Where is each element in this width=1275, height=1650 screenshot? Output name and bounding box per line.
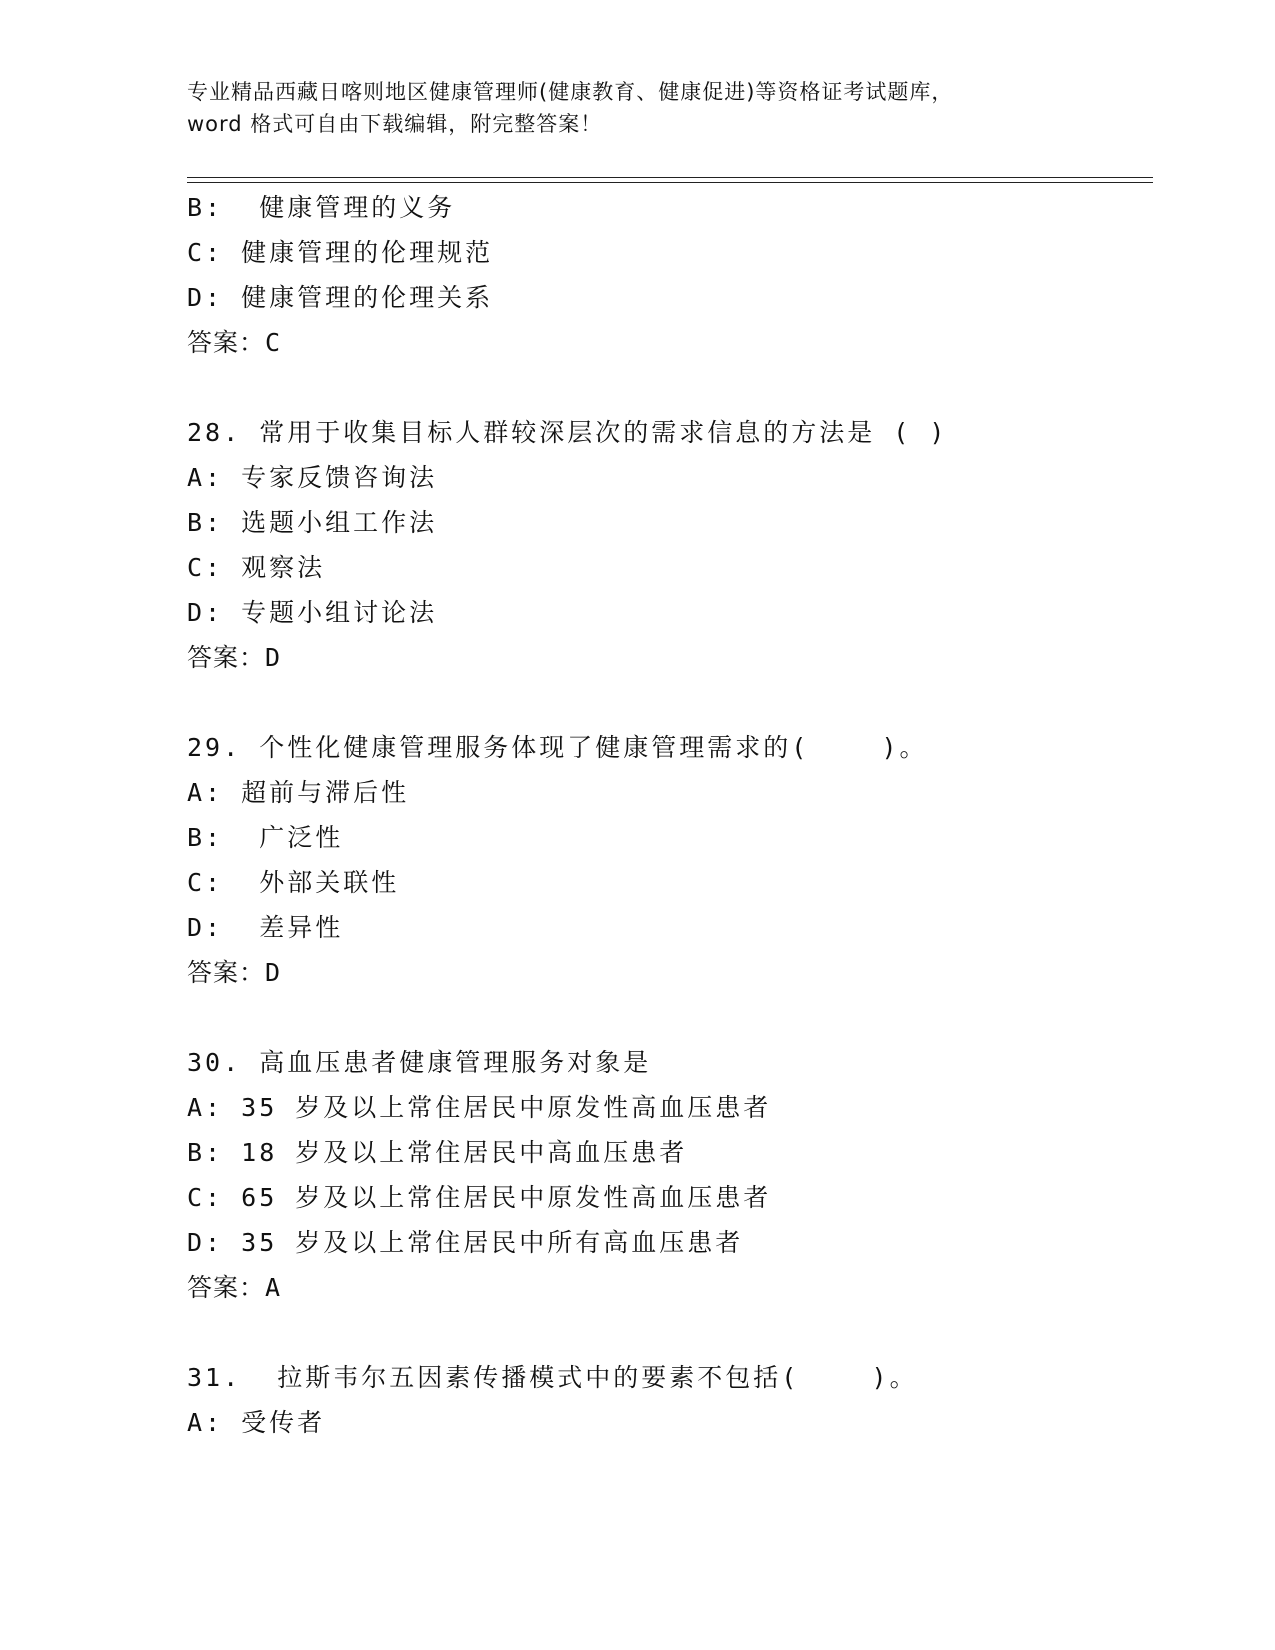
- q29-option-a: A: 超前与滞后性: [187, 778, 410, 807]
- q28-option-b: B: 选题小组工作法: [187, 508, 438, 537]
- q29-option-b: B: 广泛性: [187, 823, 344, 852]
- q29-option-c: C: 外部关联性: [187, 868, 400, 897]
- q29-option-d: D: 差异性: [187, 913, 344, 942]
- q31-question: 31. 拉斯韦尔五因素传播模式中的要素不包括( )。: [187, 1363, 918, 1392]
- q30-option-b: B: 18 岁及以上常住居民中高血压患者: [187, 1138, 688, 1167]
- q28-answer: 答案：D: [187, 643, 282, 672]
- q27-option-c: C: 健康管理的伦理规范: [187, 238, 494, 267]
- header-divider-bottom: [187, 182, 1153, 183]
- header-line-1: 专业精品西藏日喀则地区健康管理师(健康教育、健康促进)等资格证考试题库，: [187, 80, 954, 104]
- q30-answer: 答案：A: [187, 1273, 282, 1302]
- q27-answer: 答案：C: [187, 328, 282, 357]
- header-line-2: word 格式可自由下载编辑，附完整答案！: [187, 112, 603, 136]
- header-divider-top: [187, 177, 1153, 178]
- q27-option-b: B: 健康管理的义务: [187, 193, 456, 222]
- q30-option-a: A: 35 岁及以上常住居民中原发性高血压患者: [187, 1093, 772, 1122]
- q29-answer: 答案：D: [187, 958, 282, 987]
- document-header: [187, 76, 1087, 140]
- q30-question: 30. 高血压患者健康管理服务对象是: [187, 1048, 652, 1077]
- q28-option-d: D: 专题小组讨论法: [187, 598, 438, 627]
- q30-option-d: D: 35 岁及以上常住居民中所有高血压患者: [187, 1228, 744, 1257]
- q27-option-d: D: 健康管理的伦理关系: [187, 283, 494, 312]
- q28-option-c: C: 观察法: [187, 553, 326, 582]
- q28-option-a: A: 专家反馈咨询法: [187, 463, 438, 492]
- q30-option-c: C: 65 岁及以上常住居民中原发性高血压患者: [187, 1183, 772, 1212]
- q28-question: 28. 常用于收集目标人群较深层次的需求信息的方法是 ( ): [187, 418, 948, 447]
- q31-option-a: A: 受传者: [187, 1408, 326, 1437]
- q29-question: 29. 个性化健康管理服务体现了健康管理需求的( )。: [187, 733, 928, 762]
